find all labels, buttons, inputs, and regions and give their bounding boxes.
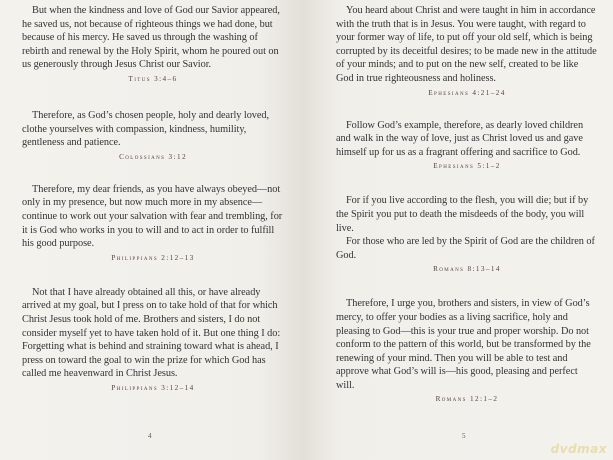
- passage-text: Follow God’s example, therefore, as dearly loved children and walk in the way of love, just as Christ loved us and gave himself up for us as a fragrant offering and sacrifice to God.: [336, 119, 584, 158]
- scripture-reference: Philippians 2:12–13: [111, 253, 195, 262]
- passage: [22, 109, 284, 161]
- passage-text: Therefore, I urge you, brothers and sisters, in view of God’s mercy, to offer your bodies as a living sacrifice, holy and pleasing to God—this is your true and proper worship. Do not conform to the pattern of this world, but be transformed by the renewing of your mind. Then you will be able to test and approve what God’s will is—his good, pleasing and perfect will.: [336, 298, 591, 391]
- scripture-reference: Philippians 3:12–14: [111, 383, 195, 392]
- scripture-reference: Ephesians 5:1–2: [433, 162, 501, 171]
- passage: [336, 119, 598, 171]
- passage-text: Not that I have already obtained all this, or have already arrived at my goal, but I press on to take hold of that for which Christ Jesus took hold of me. Brothers and sisters, I do not consider myself yet to have taken hold of it. But one thing I do: Forgetting what is behind and straining toward what is ahead, I press on toward the goal to win the prize for which God has called me heavenward in Christ Jesus.: [22, 286, 281, 380]
- scripture-reference: Titus 3:4–6: [128, 74, 178, 83]
- scripture-reference: Romans 8:13–14: [433, 265, 501, 274]
- passage: [336, 4, 598, 97]
- passage-text: Therefore, my dear friends, as you have always obeyed—not only in my presence, but now much more in my absence—continue to work out your salvation with fear and trembling, for it is God who works in you to will and to act in order to fulfill his good purpose.: [22, 183, 283, 250]
- passage-text: You heard about Christ and were taught in him in accordance with the truth that is in Jesus. You were taught, with regard to your former way of life, to put off your old self, which is being corrupted by its deceitful desires; to be made new in the attitude of your minds; and to put on the new self, created to be like God in true righteousness and holiness.: [336, 5, 597, 84]
- passage-text: But when the kindness and love of God our Savior appeared, he saved us, not because of righteous things we had done, but because of his mercy. He saved us through the washing of rebirth and renewal by the Holy Spirit, whom he poured out on us generously through Jesus Christ our Savior.: [22, 5, 280, 71]
- left-page: [0, 0, 304, 460]
- passage: [336, 297, 598, 403]
- right-page-content: [336, 4, 598, 429]
- scripture-reference: Romans 12:1–2: [435, 395, 499, 404]
- page-number: 4: [148, 432, 152, 440]
- passage-text: Therefore, as God’s chosen people, holy and dearly loved, clothe yourselves with compassion, kindness, humility, gentleness and patience.: [22, 109, 270, 149]
- scripture-reference: Ephesians 4:21–24: [428, 88, 506, 97]
- scripture-reference: Colossians 3:12: [119, 152, 187, 161]
- passage: [22, 4, 284, 83]
- passage-text: For those who are led by the Spirit of God are the children of God.: [336, 236, 595, 261]
- right-page: [304, 0, 613, 460]
- passage: [22, 286, 284, 392]
- left-page-content: [22, 4, 284, 418]
- page-number: 5: [462, 432, 466, 440]
- passage: [336, 194, 598, 273]
- watermark: dvdmax: [550, 442, 607, 456]
- passage-text: For if you live according to the flesh, you will die; but if by the Spirit you put to death the misdeeds of the body, you will live.: [336, 195, 589, 234]
- passage: [22, 183, 284, 262]
